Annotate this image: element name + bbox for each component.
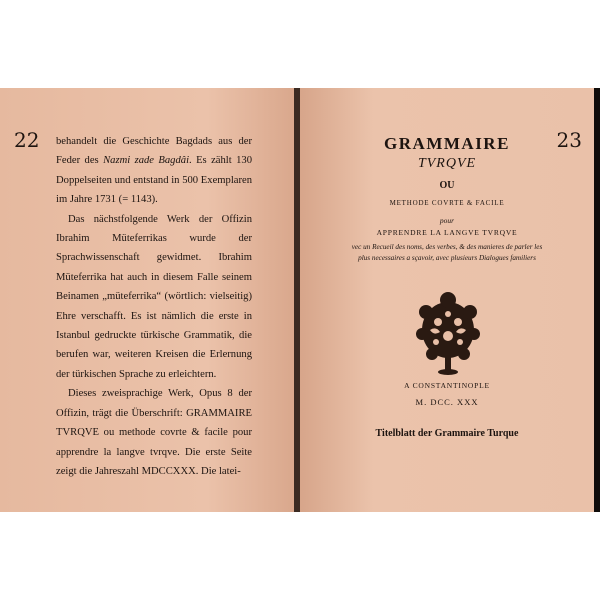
page-number-right: 23 — [556, 128, 582, 152]
left-page — [0, 88, 296, 512]
page-number-left: 22 — [14, 128, 40, 152]
paragraph-2: Das nächstfolgende Werk der Offizin Ibrahim Müteferrikas wurde der Sprachwissenschaft gewidmet. Ibrahim Müteferrika hat auch in diesem Falle seinem Beinamen „müteferrika“ (wörtlich: vielseitig) Ehre verschafft. Es ist nämlich die erste in Istanbul gedruckte türkische Grammatik, die berufen war, weiteren Kreisen die Erlernung der türkischen Sprache zu erleichtern. — [56, 213, 252, 380]
title-pour: pour — [439, 216, 455, 225]
floral-ornament-icon — [416, 290, 480, 376]
book-edge — [594, 88, 600, 512]
imprint-place: A CONSTANTINOPLE — [404, 381, 490, 390]
paragraph-3: Dieses zweisprachige Werk, Opus 8 der Offizin, trägt die Überschrift: GRAMMAIRE TVRQVE ou methode covrte & facile pour apprendre la langve tvrqve. Die erste Seite zeigt die Jahreszahl MDCCXXX. Die latei- — [56, 388, 252, 477]
paragraph-1-part-2: . Es zählt 130 Doppelseiten und entstand in 500 Exemplaren im Jahre 1731 (= 1143). — [56, 155, 252, 206]
title-grammaire: GRAMMAIRE — [384, 134, 510, 153]
author-name: Nazmi zade Bagdâi — [103, 155, 190, 167]
title-recueil: vec un Recueil des noms, des verbes, & des manieres de parler les plus necessaires a sçavoir, avec plusieurs Dialogues familiers — [351, 243, 543, 262]
figure-caption: Titelblatt der Grammaire Turque — [375, 428, 519, 439]
title-turque: TVRQVE — [417, 156, 477, 171]
paragraph-1-part-1: behandelt die Geschichte Bagdads aus der Feder des — [56, 136, 252, 167]
title-methode: METHODE COVRTE & FACILE — [389, 199, 505, 207]
book-spread — [0, 88, 600, 512]
paragraph-1 — [56, 132, 252, 210]
right-page — [300, 88, 594, 512]
imprint-year: M. DCC. XXX — [415, 397, 479, 407]
title-ou: OU — [439, 180, 455, 191]
left-page-text — [56, 132, 252, 481]
title-apprendre: APPRENDRE LA LANGVE TVRQVE — [376, 228, 518, 237]
